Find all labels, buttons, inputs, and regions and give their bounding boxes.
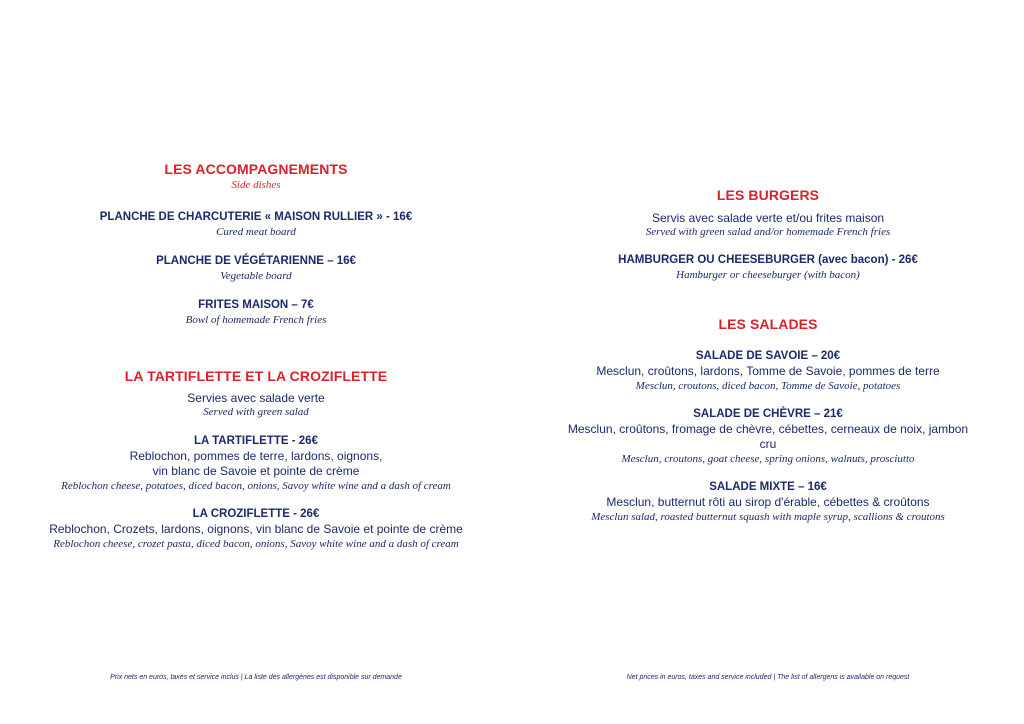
- section-title: LES SALADES: [718, 316, 818, 332]
- section-note: Servies avec salade verte: [187, 391, 325, 405]
- menu-item-salade-chevre: [552, 407, 984, 466]
- section-note-english: Served with green salad and/or homemade French fries: [645, 226, 891, 238]
- footer-note-french: Prix nets en euros, taxes et service inclus | La liste des allergènes est disponible sur demande: [110, 674, 402, 681]
- item-description: Mesclun, croûtons, lardons, Tomme de Savoie, pommes de terre: [596, 364, 940, 378]
- item-description: Reblochon, pommes de terre, lardons, oignons,: [129, 449, 383, 463]
- section-note: Servis avec salade verte et/ou frites maison: [651, 211, 885, 225]
- left-menu-column: [40, 160, 472, 551]
- section-title: LES BURGERS: [716, 187, 820, 203]
- menu-item-vegetarienne: [40, 254, 472, 283]
- item-english: Mesclun, croutons, goat cheese, spring onions, walnuts, prosciutto: [621, 453, 915, 465]
- item-english: Hamburger or cheeseburger (with bacon): [676, 269, 860, 281]
- item-name: LA TARTIFLETTE - 26€: [194, 435, 318, 447]
- item-name: FRITES MAISON – 7€: [198, 299, 314, 311]
- item-description: vin blanc de Savoie et pointe de crème: [152, 464, 360, 478]
- item-english: Reblochon cheese, potatoes, diced bacon, onions, Savoy white wine and a dash of cream: [61, 480, 451, 492]
- item-name: HAMBURGER OU CHEESEBURGER (avec bacon) - 26€: [618, 254, 918, 266]
- item-name: PLANCHE DE VÉGÉTARIENNE – 16€: [156, 255, 356, 267]
- item-name: SALADE MIXTE – 16€: [709, 481, 827, 493]
- item-english: Mesclun salad, roasted butternut squash with maple syrup, scallions & croutons: [591, 511, 945, 523]
- menu-item-charcuterie: [40, 210, 472, 239]
- item-english: Cured meat board: [216, 226, 296, 238]
- menu-item-salade-mixte: [552, 480, 984, 524]
- menu-item-frites: [40, 298, 472, 327]
- item-description: Mesclun, croûtons, fromage de chèvre, cébettes, cerneaux de noix, jambon: [567, 422, 969, 436]
- item-name: SALADE DE CHÈVRE – 21€: [693, 408, 843, 420]
- item-english: Mesclun, croutons, diced bacon, Tomme de Savoie, potatoes: [635, 380, 901, 392]
- item-english: Vegetable board: [220, 270, 292, 282]
- section-title: LA TARTIFLETTE ET LA CROZIFLETTE: [124, 368, 388, 384]
- section-accompagnements: [40, 160, 472, 327]
- item-description: Reblochon, Crozets, lardons, oignons, vin blanc de Savoie et pointe de crème: [49, 522, 463, 536]
- item-name: SALADE DE SAVOIE – 20€: [695, 350, 841, 362]
- right-menu-column: [552, 186, 984, 524]
- section-note-english: Served with green salad: [203, 406, 309, 418]
- section-salades: [552, 315, 984, 524]
- item-description: Mesclun, butternut rôti au sirop d'érable, cébettes & croûtons: [606, 495, 930, 509]
- menu-item-salade-savoie: [552, 349, 984, 393]
- footer-note-english: Net prices in euros, taxes and service included | The list of allergens is available on request: [626, 674, 910, 681]
- item-description: cru: [759, 437, 777, 451]
- item-english: Bowl of homemade French fries: [185, 314, 327, 326]
- section-burgers: [552, 186, 984, 282]
- item-name: PLANCHE DE CHARCUTERIE « MAISON RULLIER » - 16€: [99, 211, 413, 223]
- menu-item-croziflette: [40, 507, 472, 551]
- section-title: LES ACCOMPAGNEMENTS: [164, 161, 348, 177]
- item-english: Reblochon cheese, crozet pasta, diced bacon, onions, Savoy white wine and a dash of cream: [53, 538, 459, 550]
- item-name: LA CROZIFLETTE - 26€: [192, 508, 320, 520]
- section-tartiflette: [40, 367, 472, 551]
- menu-item-hamburger: [552, 253, 984, 282]
- menu-item-tartiflette: [40, 434, 472, 493]
- section-subtitle: Side dishes: [231, 179, 281, 191]
